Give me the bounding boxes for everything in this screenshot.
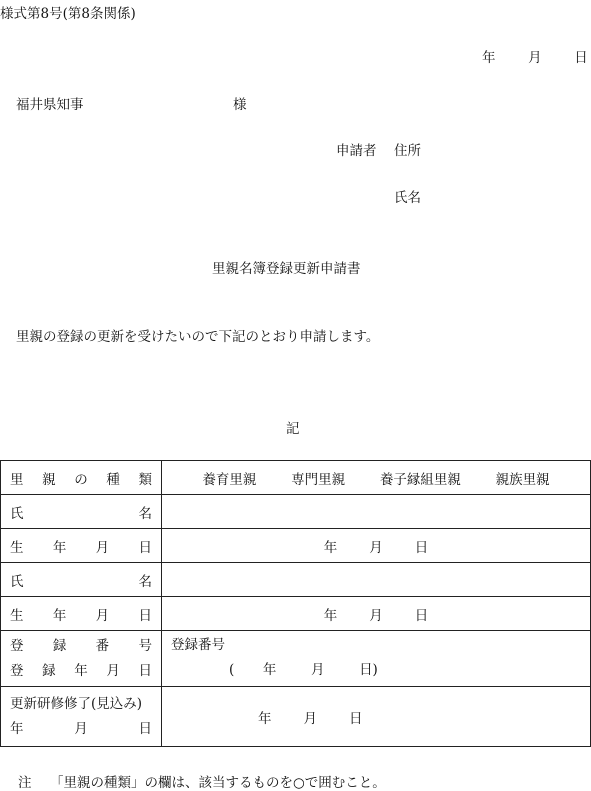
table-row [1,529,591,563]
applicant-label: 申請者 [336,143,377,159]
name2-field[interactable] [162,563,591,597]
option-shinzoku[interactable]: 親族里親 [495,471,550,488]
training-field[interactable]: 年 月 日 [162,687,591,747]
honorific: 様 [233,97,247,113]
option-yoshi-engumi[interactable]: 養子縁組里親 [379,471,461,488]
body-text: 里親の登録の更新を受けたいので下記のとおり申請します。 [16,329,380,345]
note-text: 「里親の種類」の欄は、該当するものを○で囲むこと。 [50,775,386,791]
name1-field[interactable] [162,495,591,529]
registration-label: 登 録 番 号 登 録 年 月 日 [1,631,162,687]
table-row [1,631,591,687]
registration-number-label: 登録番号 [171,637,225,653]
dob1-field[interactable]: 年 月 日 [162,529,591,563]
training-label: 更新研修修了(見込み) 年 月 日 [1,687,162,747]
date-year-unit: 年 [482,50,496,66]
dob2-field[interactable]: 年 月 日 [162,597,591,631]
application-table [0,460,591,747]
name1-label: 氏 名 [1,495,162,529]
submission-date [482,46,588,66]
table-row [1,495,591,529]
dob1-label: 生 年 月 日 [1,529,162,563]
dob2-label: 生 年 月 日 [1,597,162,631]
document-title: 里親名簿登録更新申請書 [212,261,361,277]
option-yoiku[interactable]: 養育里親 [202,471,257,488]
address-label: 住所 [394,143,421,159]
date-month-unit: 月 [528,50,542,66]
table-row [1,461,591,495]
foster-type-label: 里 親 の 種 類 [1,461,162,495]
date-day-unit: 日 [574,50,588,66]
table-row [1,563,591,597]
registration-date: ( 年 月 日) [229,662,378,678]
applicant-name-label: 氏名 [394,190,421,206]
foster-type-options[interactable] [162,461,591,495]
table-row [1,687,591,747]
name2-label: 氏 名 [1,563,162,597]
ki-heading: 記 [286,421,300,437]
option-senmon[interactable]: 専門里親 [291,471,346,488]
registration-field[interactable] [162,631,591,687]
note-label: 注 [18,775,32,791]
table-row [1,597,591,631]
addressee: 福井県知事 [16,97,84,113]
form-number: 様式第8号(第8条関係) [0,6,136,22]
